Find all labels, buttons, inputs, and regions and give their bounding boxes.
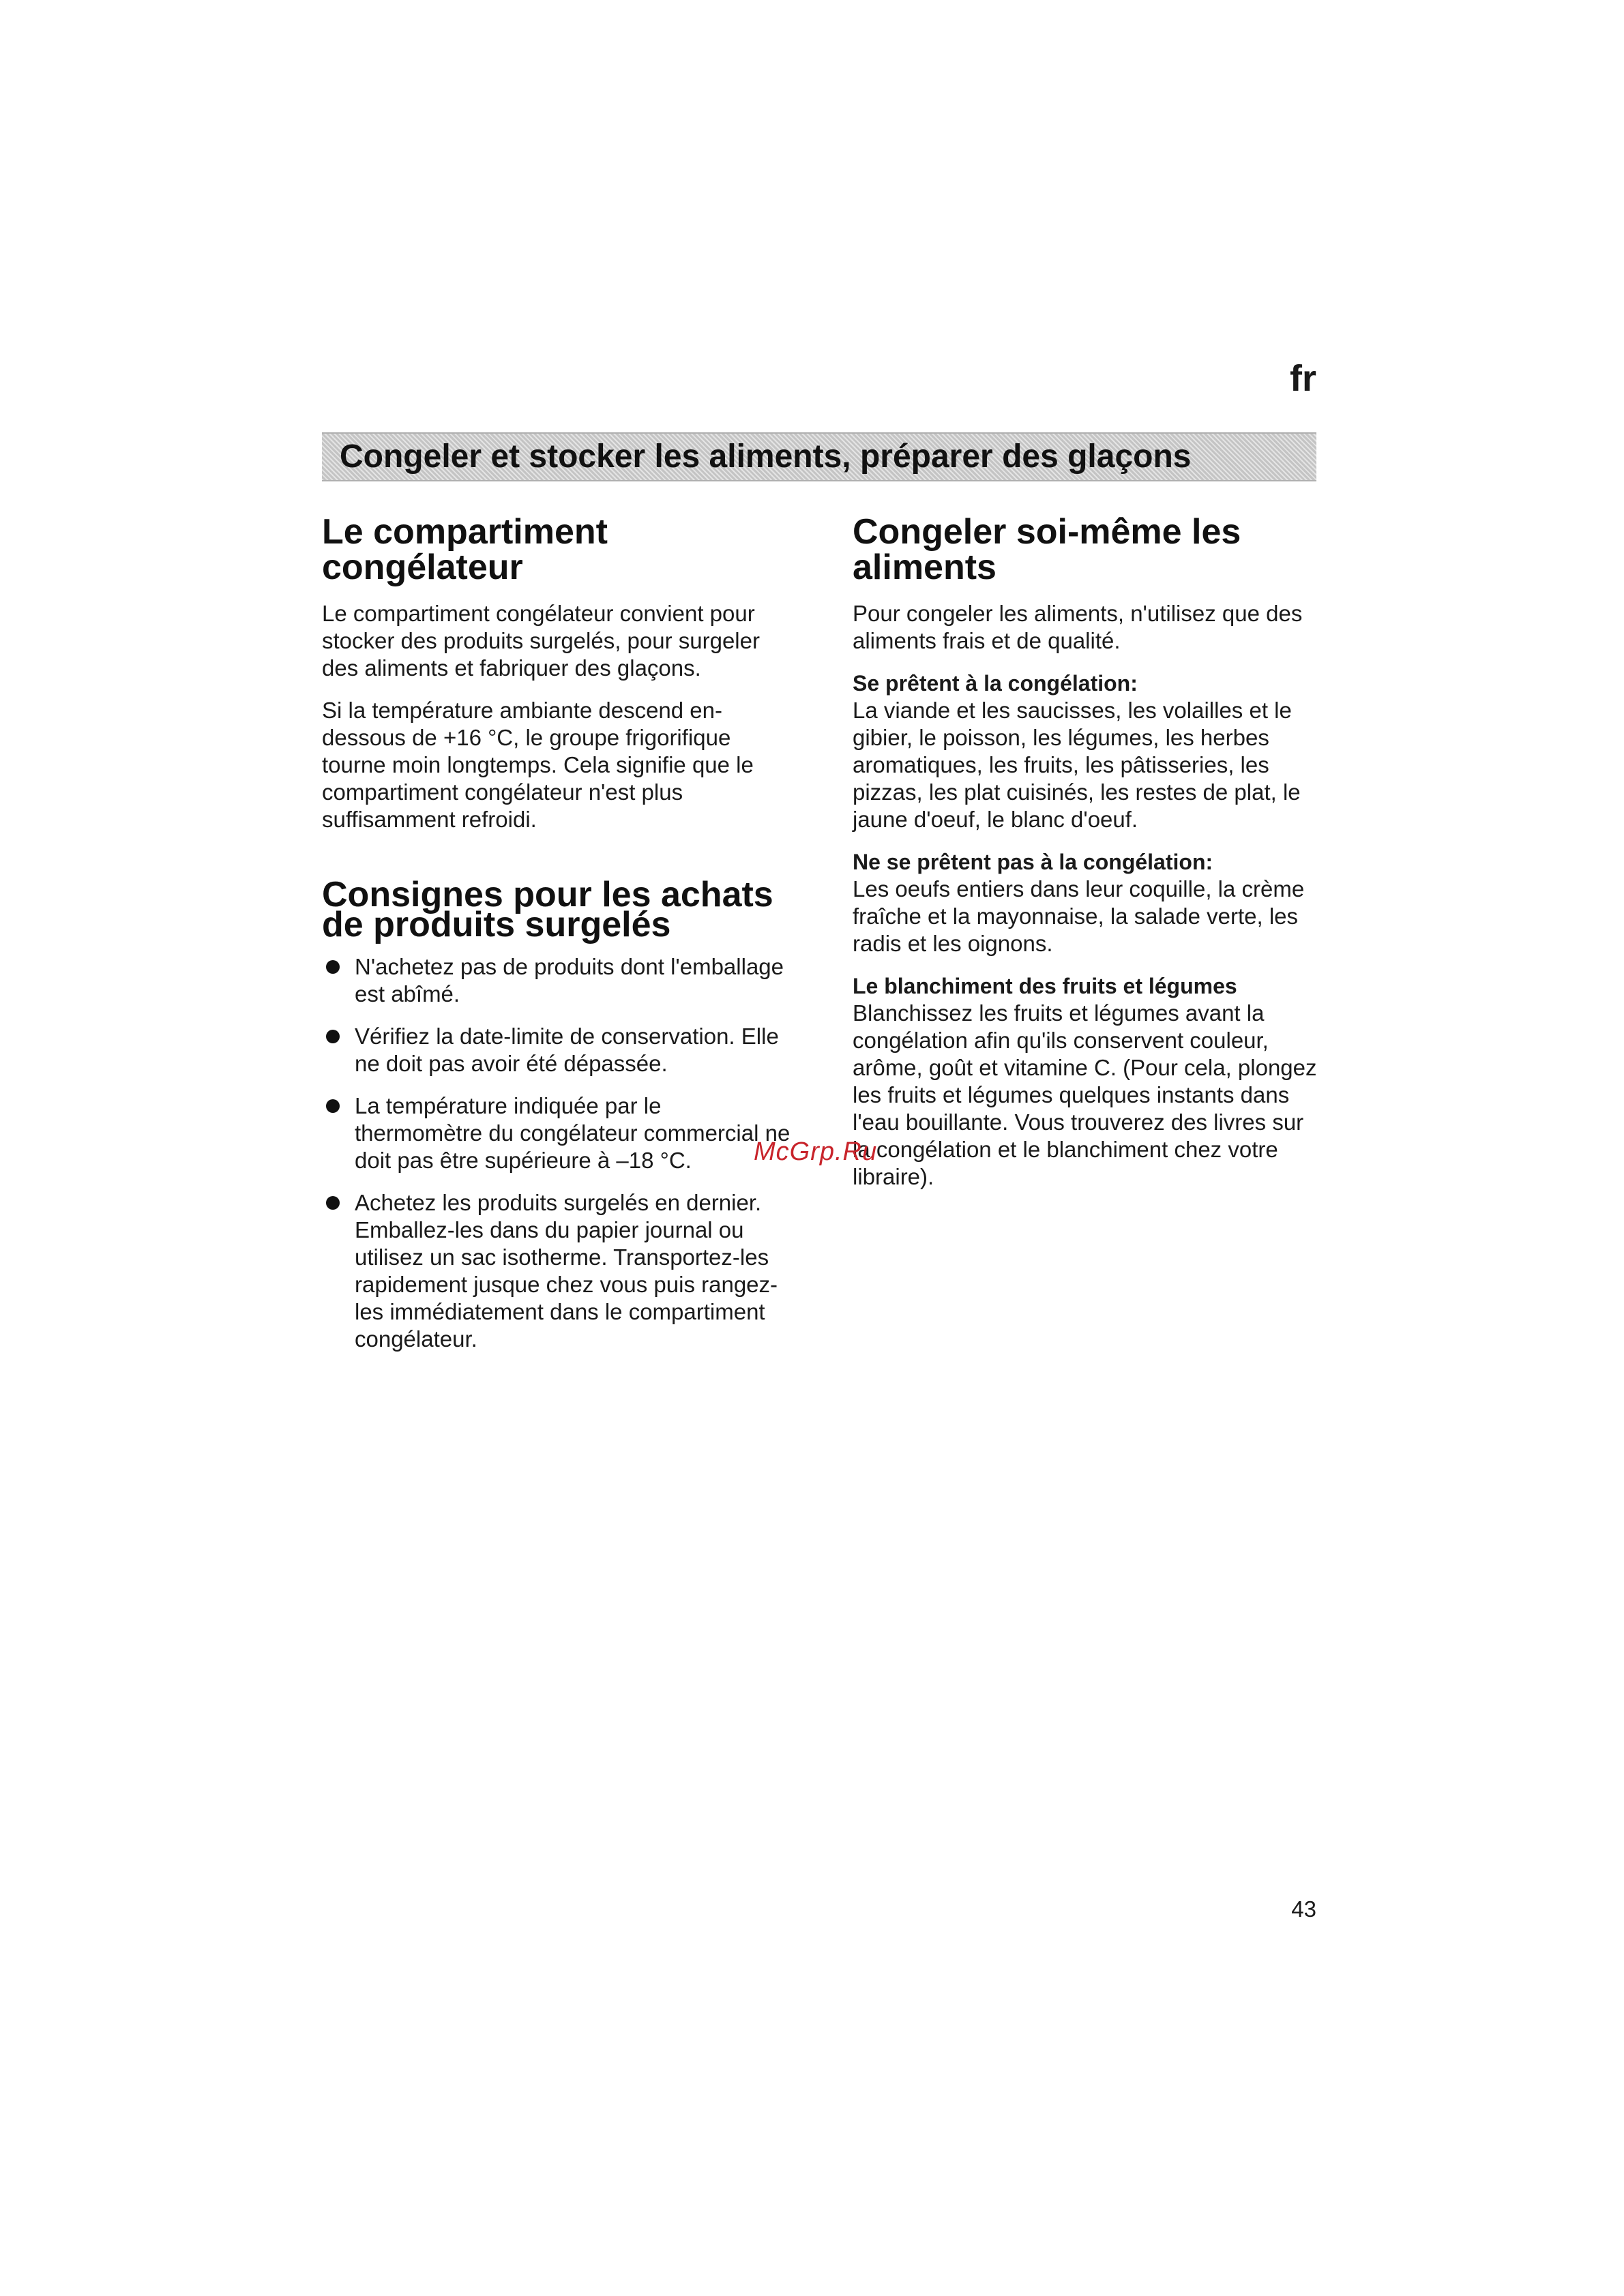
heading-line: Consignes pour les achats [322, 875, 773, 914]
subheading-suitable: Se prêtent à la congélation: [853, 671, 1138, 696]
list-item-text: Vérifiez la date-limite de conservation. Elle ne doit pas avoir été dépassée. [355, 1024, 779, 1076]
list-item [322, 1189, 793, 1353]
heading-compartiment-congelateur [322, 514, 793, 585]
heading-congeler-soi-meme [853, 514, 1323, 585]
heading-consignes-achats [322, 875, 793, 944]
subheading-blanching: Le blanchiment des fruits et légumes [853, 974, 1237, 998]
heading-line: de produits surgelés [322, 905, 671, 944]
list-item [322, 953, 793, 1008]
list-item-text: Achetez les produits surgelés en dernier. Emballez-les dans du papier journal ou utilisez un sac isotherme. Transportez-les rapidement jusque chez vous puis rangez-les immédiatement dans le compartiment congélateur. [355, 1190, 778, 1352]
bullet-dot-icon [326, 960, 340, 974]
list-item-text: N'achetez pas de produits dont l'emballage est abîmé. [355, 954, 784, 1007]
heading-line: congélateur [322, 548, 523, 587]
section-banner [322, 432, 1316, 481]
banner-title: Congeler et stocker les aliments, préparer des glaçons [340, 438, 1192, 475]
bullet-dot-icon [326, 1196, 340, 1210]
page-number: 43 [1291, 1896, 1316, 1922]
list-item-text: La température indiquée par le thermomètre du congélateur commercial ne doit pas être supérieure à –18 °C. [355, 1093, 791, 1173]
left-column [322, 514, 793, 1368]
heading-line: aliments [853, 548, 996, 587]
bullet-dot-icon [326, 1030, 340, 1043]
paragraph: La viande et les saucisses, les volailles et le gibier, le poisson, les légumes, les herbes aromatiques, les fruits, les pâtisseries, les pizzas, les plat cuisinés, les restes de plat, le jaune d'oeuf, le blanc d'oeuf. [853, 698, 1301, 832]
language-tag: fr [1290, 358, 1316, 399]
purchase-tips-list [322, 953, 793, 1353]
paragraph: Les oeufs entiers dans leur coquille, la crème fraîche et la mayonnaise, la salade verte, les radis et les oignons. [853, 876, 1305, 956]
heading-line: Congeler soi-même les [853, 512, 1241, 552]
right-column [853, 514, 1323, 1191]
heading-line: Le compartiment [322, 512, 608, 552]
watermark: McGrp.Ru [754, 1137, 878, 1166]
paragraph: Le compartiment congélateur convient pour stocker des produits surgelés, pour surgeler des aliments et fabriquer des glaçons. [322, 601, 760, 681]
paragraph: Si la température ambiante descend en-dessous de +16 °C, le groupe frigorifique tourne moin longtemps. Cela signifie que le compartiment congélateur n'est plus suffisamment refroidi. [322, 698, 754, 832]
list-item [322, 1023, 793, 1077]
subheading-not-suitable: Ne se prêtent pas à la congélation: [853, 850, 1213, 874]
list-item [322, 1092, 793, 1174]
paragraph: Blanchissez les fruits et légumes avant la congélation afin qu'ils conservent couleur, arôme, goût et vitamine C. (Pour cela, plongez les fruits et légumes quelques instants dans l'eau bouillante. Vous trouverez des livres sur la congélation et le blanchiment chez votre libraire). [853, 1000, 1317, 1189]
intro-paragraph: Pour congeler les aliments, n'utilisez que des aliments frais et de qualité. [853, 601, 1303, 653]
bullet-dot-icon [326, 1099, 340, 1113]
